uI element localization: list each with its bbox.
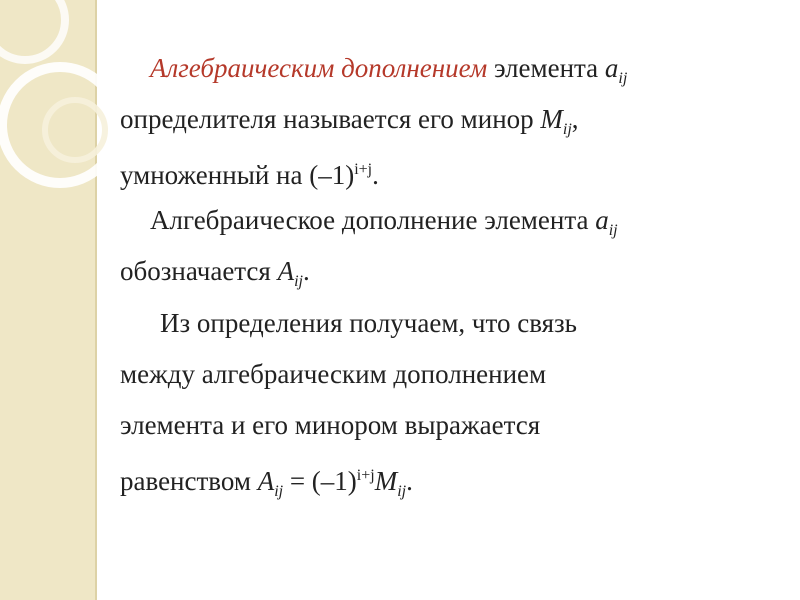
p2-line2: обозначается $A_{ij}$. (120, 256, 310, 290)
p1-line3: умноженный на $(-1)^{i+j}$. (120, 160, 379, 190)
p1-line1: Алгебраическим дополнением элемента $a_{ij}$ (150, 53, 628, 87)
term-highlight: Алгебраическим дополнением (150, 53, 488, 83)
p3-line1: Из определения получаем, что связь (160, 308, 577, 338)
p3-line2: между алгебраическим дополнением (120, 359, 547, 389)
p3-line4: равенством $A_{ij} = (-1)^{i+j}M_{ij}$. (120, 466, 413, 500)
p2-line1: Алгебраическое дополнение элемента $a_{ij}$ (150, 205, 618, 239)
p3-line3: элемента и его минором выражается (120, 410, 541, 440)
p1-line2: определителя называется его минор $M_{ij}$, (120, 104, 579, 138)
